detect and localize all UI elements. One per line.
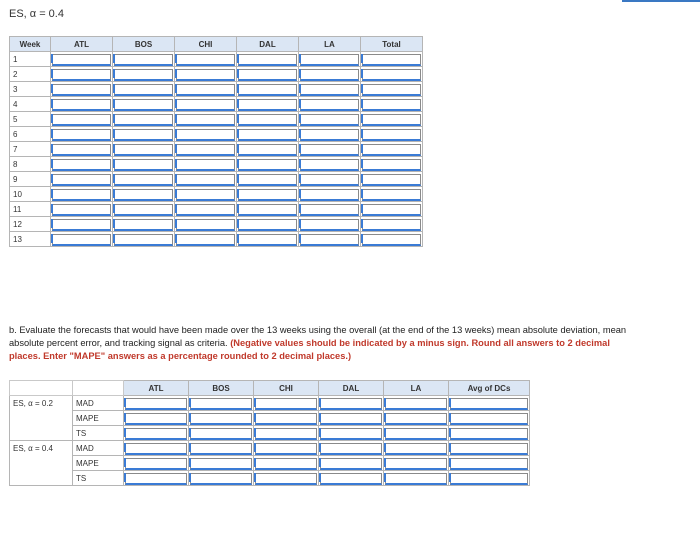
- answer-input[interactable]: [300, 129, 359, 141]
- answer-cell: [237, 217, 299, 232]
- answer-input[interactable]: [190, 443, 252, 455]
- table-row: [10, 82, 423, 97]
- answer-cell: [237, 232, 299, 247]
- answer-input[interactable]: [52, 129, 111, 141]
- answer-input[interactable]: [300, 84, 359, 96]
- answer-input[interactable]: [114, 54, 173, 66]
- answer-input[interactable]: [238, 129, 297, 141]
- answer-input[interactable]: [114, 234, 173, 246]
- answer-cell: [361, 82, 423, 97]
- answer-cell: [319, 426, 384, 441]
- answer-input[interactable]: [362, 69, 421, 81]
- week-label: 2: [10, 67, 51, 82]
- answer-input[interactable]: [114, 174, 173, 186]
- answer-cell: [237, 82, 299, 97]
- answer-input[interactable]: [176, 84, 235, 96]
- week-label: 8: [10, 157, 51, 172]
- answer-cell: [449, 426, 530, 441]
- answer-cell: [299, 67, 361, 82]
- answer-cell: [384, 441, 449, 456]
- answer-input[interactable]: [385, 443, 447, 455]
- week-label: 11: [10, 202, 51, 217]
- col-header: CHI: [175, 37, 237, 52]
- week-label: 10: [10, 187, 51, 202]
- answer-cell: [113, 172, 175, 187]
- answer-cell: [254, 411, 319, 426]
- answer-input[interactable]: [52, 234, 111, 246]
- answer-cell: [237, 187, 299, 202]
- answer-input[interactable]: [52, 204, 111, 216]
- answer-cell: [254, 441, 319, 456]
- forecast-table-header: [10, 37, 423, 52]
- answer-input[interactable]: [238, 174, 297, 186]
- answer-input[interactable]: [176, 144, 235, 156]
- answer-input[interactable]: [114, 129, 173, 141]
- week-label: 12: [10, 217, 51, 232]
- answer-cell: [237, 67, 299, 82]
- answer-input[interactable]: [450, 413, 528, 425]
- answer-cell: [299, 217, 361, 232]
- week-label: 1: [10, 52, 51, 67]
- table-row: [10, 97, 423, 112]
- answer-cell: [51, 112, 113, 127]
- col-header: ATL: [124, 381, 189, 396]
- table-row: [10, 441, 530, 456]
- answer-input[interactable]: [52, 174, 111, 186]
- answer-input[interactable]: [362, 189, 421, 201]
- answer-cell: [361, 127, 423, 142]
- answer-cell: [175, 97, 237, 112]
- answer-cell: [51, 142, 113, 157]
- answer-cell: [124, 471, 189, 486]
- answer-input[interactable]: [385, 473, 447, 485]
- answer-cell: [254, 396, 319, 411]
- answer-cell: [189, 411, 254, 426]
- answer-input[interactable]: [300, 159, 359, 171]
- answer-input[interactable]: [450, 473, 528, 485]
- answer-cell: [175, 67, 237, 82]
- answer-cell: [51, 187, 113, 202]
- answer-input[interactable]: [190, 413, 252, 425]
- answer-cell: [254, 456, 319, 471]
- answer-input[interactable]: [176, 174, 235, 186]
- answer-cell: [361, 172, 423, 187]
- method-label: ES, α = 0.4: [10, 441, 73, 486]
- answer-cell: [175, 202, 237, 217]
- answer-cell: [361, 52, 423, 67]
- answer-cell: [361, 67, 423, 82]
- answer-input[interactable]: [125, 443, 187, 455]
- answer-cell: [299, 172, 361, 187]
- answer-cell: [113, 82, 175, 97]
- answer-input[interactable]: [190, 398, 252, 410]
- answer-cell: [237, 112, 299, 127]
- answer-input[interactable]: [238, 99, 297, 111]
- answer-cell: [51, 217, 113, 232]
- answer-input[interactable]: [450, 458, 528, 470]
- answer-input[interactable]: [238, 84, 297, 96]
- answer-cell: [113, 52, 175, 67]
- answer-input[interactable]: [362, 84, 421, 96]
- answer-input[interactable]: [320, 458, 382, 470]
- col-header: BOS: [113, 37, 175, 52]
- answer-input[interactable]: [176, 204, 235, 216]
- blank-header: [10, 381, 73, 396]
- answer-input[interactable]: [190, 428, 252, 440]
- answer-cell: [361, 232, 423, 247]
- answer-input[interactable]: [238, 219, 297, 231]
- answer-cell: [189, 471, 254, 486]
- instruction-text: [9, 324, 637, 363]
- week-label: 9: [10, 172, 51, 187]
- answer-cell: [124, 426, 189, 441]
- answer-input[interactable]: [125, 398, 187, 410]
- answer-cell: [113, 157, 175, 172]
- answer-cell: [124, 396, 189, 411]
- answer-input[interactable]: [125, 428, 187, 440]
- answer-input[interactable]: [176, 219, 235, 231]
- week-label: 5: [10, 112, 51, 127]
- answer-input[interactable]: [255, 443, 317, 455]
- answer-input[interactable]: [300, 189, 359, 201]
- answer-cell: [175, 172, 237, 187]
- answer-cell: [51, 202, 113, 217]
- answer-input[interactable]: [300, 144, 359, 156]
- answer-input[interactable]: [450, 428, 528, 440]
- metric-label: TS: [73, 426, 124, 441]
- answer-input[interactable]: [114, 69, 173, 81]
- answer-cell: [51, 232, 113, 247]
- metric-label: MAPE: [73, 411, 124, 426]
- answer-input[interactable]: [300, 174, 359, 186]
- answer-input[interactable]: [238, 234, 297, 246]
- answer-cell: [299, 97, 361, 112]
- answer-input[interactable]: [450, 443, 528, 455]
- answer-cell: [361, 157, 423, 172]
- answer-cell: [319, 396, 384, 411]
- answer-input[interactable]: [362, 204, 421, 216]
- answer-cell: [237, 172, 299, 187]
- answer-input[interactable]: [320, 428, 382, 440]
- answer-cell: [124, 441, 189, 456]
- answer-input[interactable]: [385, 413, 447, 425]
- answer-cell: [319, 471, 384, 486]
- answer-input[interactable]: [385, 458, 447, 470]
- col-header: LA: [384, 381, 449, 396]
- answer-cell: [51, 67, 113, 82]
- answer-cell: [124, 411, 189, 426]
- answer-cell: [361, 112, 423, 127]
- answer-cell: [113, 187, 175, 202]
- answer-cell: [51, 52, 113, 67]
- answer-input[interactable]: [52, 69, 111, 81]
- week-label: 3: [10, 82, 51, 97]
- answer-cell: [113, 217, 175, 232]
- week-label: 7: [10, 142, 51, 157]
- answer-input[interactable]: [176, 69, 235, 81]
- answer-input[interactable]: [362, 54, 421, 66]
- answer-input[interactable]: [114, 84, 173, 96]
- answer-input[interactable]: [52, 99, 111, 111]
- answer-input[interactable]: [320, 413, 382, 425]
- answer-input[interactable]: [255, 398, 317, 410]
- table-row: [10, 202, 423, 217]
- answer-cell: [361, 97, 423, 112]
- answer-input[interactable]: [300, 219, 359, 231]
- answer-cell: [113, 202, 175, 217]
- answer-input[interactable]: [125, 413, 187, 425]
- metric-label: MAD: [73, 396, 124, 411]
- answer-cell: [299, 187, 361, 202]
- answer-input[interactable]: [52, 84, 111, 96]
- col-header: CHI: [254, 381, 319, 396]
- answer-input[interactable]: [300, 204, 359, 216]
- answer-cell: [237, 127, 299, 142]
- answer-input[interactable]: [320, 443, 382, 455]
- top-accent-line: [622, 0, 700, 2]
- answer-cell: [189, 456, 254, 471]
- answer-input[interactable]: [176, 189, 235, 201]
- answer-cell: [361, 142, 423, 157]
- answer-input[interactable]: [114, 204, 173, 216]
- table-row: [10, 456, 530, 471]
- answer-input[interactable]: [238, 159, 297, 171]
- answer-cell: [189, 441, 254, 456]
- answer-input[interactable]: [238, 69, 297, 81]
- answer-cell: [113, 142, 175, 157]
- answer-cell: [237, 97, 299, 112]
- instruction-bold: (Negative values should be indicated by a minus sign. Round all answers to 2 decimal places. Enter "MAPE" answers as a percentage rounded to 2 decimal places.): [9, 338, 610, 361]
- answer-input[interactable]: [176, 54, 235, 66]
- col-header: Total: [361, 37, 423, 52]
- answer-cell: [175, 142, 237, 157]
- answer-cell: [299, 127, 361, 142]
- answer-cell: [384, 456, 449, 471]
- week-label: 4: [10, 97, 51, 112]
- answer-input[interactable]: [238, 54, 297, 66]
- answer-cell: [51, 157, 113, 172]
- answer-cell: [51, 82, 113, 97]
- page-heading: ES, α = 0.4: [9, 8, 64, 20]
- answer-cell: [237, 202, 299, 217]
- answer-input[interactable]: [114, 219, 173, 231]
- table-row: [10, 157, 423, 172]
- answer-input[interactable]: [52, 54, 111, 66]
- answer-input[interactable]: [238, 144, 297, 156]
- answer-cell: [237, 157, 299, 172]
- answer-cell: [384, 396, 449, 411]
- answer-input[interactable]: [362, 174, 421, 186]
- answer-cell: [51, 127, 113, 142]
- answer-input[interactable]: [114, 99, 173, 111]
- week-label: 13: [10, 232, 51, 247]
- answer-cell: [175, 187, 237, 202]
- answer-cell: [449, 441, 530, 456]
- answer-cell: [254, 471, 319, 486]
- answer-input[interactable]: [362, 129, 421, 141]
- answer-input[interactable]: [450, 398, 528, 410]
- metric-label: TS: [73, 471, 124, 486]
- answer-input[interactable]: [255, 413, 317, 425]
- answer-input[interactable]: [125, 458, 187, 470]
- col-header: ATL: [51, 37, 113, 52]
- answer-input[interactable]: [362, 114, 421, 126]
- answer-cell: [319, 441, 384, 456]
- answer-cell: [384, 426, 449, 441]
- answer-cell: [175, 217, 237, 232]
- answer-cell: [113, 67, 175, 82]
- answer-input[interactable]: [114, 159, 173, 171]
- answer-input[interactable]: [385, 428, 447, 440]
- answer-input[interactable]: [52, 114, 111, 126]
- answer-cell: [175, 112, 237, 127]
- answer-input[interactable]: [176, 159, 235, 171]
- answer-input[interactable]: [176, 99, 235, 111]
- answer-input[interactable]: [52, 159, 111, 171]
- week-header: Week: [10, 37, 51, 52]
- evaluation-table-header: [10, 381, 530, 396]
- answer-input[interactable]: [385, 398, 447, 410]
- answer-cell: [299, 202, 361, 217]
- answer-cell: [449, 471, 530, 486]
- answer-input[interactable]: [238, 204, 297, 216]
- answer-cell: [299, 112, 361, 127]
- answer-input[interactable]: [300, 234, 359, 246]
- instruction-plain: b. Evaluate the forecasts that would have been made over the 13 weeks using the overall (at the end of the 13 weeks) mean absolute deviation, mean absolute percent error, and tracking signal as criteria.: [9, 325, 627, 348]
- answer-input[interactable]: [190, 473, 252, 485]
- answer-cell: [175, 52, 237, 67]
- answer-cell: [299, 52, 361, 67]
- answer-cell: [254, 426, 319, 441]
- table-row: [10, 411, 530, 426]
- answer-input[interactable]: [320, 398, 382, 410]
- answer-cell: [299, 142, 361, 157]
- answer-input[interactable]: [238, 114, 297, 126]
- answer-input[interactable]: [320, 473, 382, 485]
- answer-cell: [299, 82, 361, 97]
- answer-cell: [113, 232, 175, 247]
- answer-cell: [51, 172, 113, 187]
- answer-cell: [175, 157, 237, 172]
- answer-cell: [449, 411, 530, 426]
- answer-cell: [124, 456, 189, 471]
- metric-label: MAD: [73, 441, 124, 456]
- table-row: [10, 426, 530, 441]
- method-label: ES, α = 0.2: [10, 396, 73, 441]
- table-row: [10, 52, 423, 67]
- table-row: [10, 172, 423, 187]
- table-row: [10, 232, 423, 247]
- table-row: [10, 112, 423, 127]
- answer-input[interactable]: [114, 189, 173, 201]
- answer-cell: [319, 456, 384, 471]
- answer-input[interactable]: [114, 114, 173, 126]
- answer-input[interactable]: [300, 99, 359, 111]
- answer-input[interactable]: [176, 114, 235, 126]
- answer-input[interactable]: [255, 458, 317, 470]
- answer-input[interactable]: [362, 144, 421, 156]
- col-header: DAL: [237, 37, 299, 52]
- table-row: [10, 471, 530, 486]
- answer-input[interactable]: [176, 234, 235, 246]
- answer-cell: [299, 232, 361, 247]
- answer-input[interactable]: [52, 189, 111, 201]
- answer-cell: [361, 202, 423, 217]
- answer-input[interactable]: [255, 428, 317, 440]
- col-header: DAL: [319, 381, 384, 396]
- answer-cell: [51, 97, 113, 112]
- answer-cell: [319, 411, 384, 426]
- answer-input[interactable]: [255, 473, 317, 485]
- answer-input[interactable]: [52, 219, 111, 231]
- blank-header: [73, 381, 124, 396]
- answer-cell: [449, 396, 530, 411]
- answer-input[interactable]: [362, 234, 421, 246]
- answer-cell: [299, 157, 361, 172]
- week-label: 6: [10, 127, 51, 142]
- table-row: [10, 67, 423, 82]
- evaluation-table: [9, 380, 530, 486]
- answer-cell: [237, 52, 299, 67]
- answer-cell: [237, 142, 299, 157]
- answer-cell: [384, 471, 449, 486]
- answer-input[interactable]: [238, 189, 297, 201]
- answer-cell: [361, 217, 423, 232]
- answer-cell: [175, 127, 237, 142]
- answer-cell: [175, 82, 237, 97]
- col-header: Avg of DCs: [449, 381, 530, 396]
- col-header: LA: [299, 37, 361, 52]
- table-row: [10, 142, 423, 157]
- answer-cell: [113, 97, 175, 112]
- table-row: [10, 187, 423, 202]
- answer-input[interactable]: [190, 458, 252, 470]
- answer-input[interactable]: [362, 99, 421, 111]
- metric-label: MAPE: [73, 456, 124, 471]
- table-row: [10, 396, 530, 411]
- col-header: BOS: [189, 381, 254, 396]
- answer-input[interactable]: [176, 129, 235, 141]
- forecast-table: [9, 36, 423, 247]
- answer-cell: [361, 187, 423, 202]
- answer-input[interactable]: [362, 219, 421, 231]
- table-row: [10, 127, 423, 142]
- answer-cell: [175, 232, 237, 247]
- answer-input[interactable]: [300, 114, 359, 126]
- answer-input[interactable]: [300, 54, 359, 66]
- answer-cell: [113, 127, 175, 142]
- table-row: [10, 217, 423, 232]
- answer-input[interactable]: [125, 473, 187, 485]
- answer-cell: [189, 396, 254, 411]
- answer-cell: [449, 456, 530, 471]
- answer-input[interactable]: [52, 144, 111, 156]
- answer-cell: [113, 112, 175, 127]
- answer-input[interactable]: [114, 144, 173, 156]
- answer-cell: [189, 426, 254, 441]
- answer-cell: [384, 411, 449, 426]
- answer-input[interactable]: [300, 69, 359, 81]
- answer-input[interactable]: [362, 159, 421, 171]
